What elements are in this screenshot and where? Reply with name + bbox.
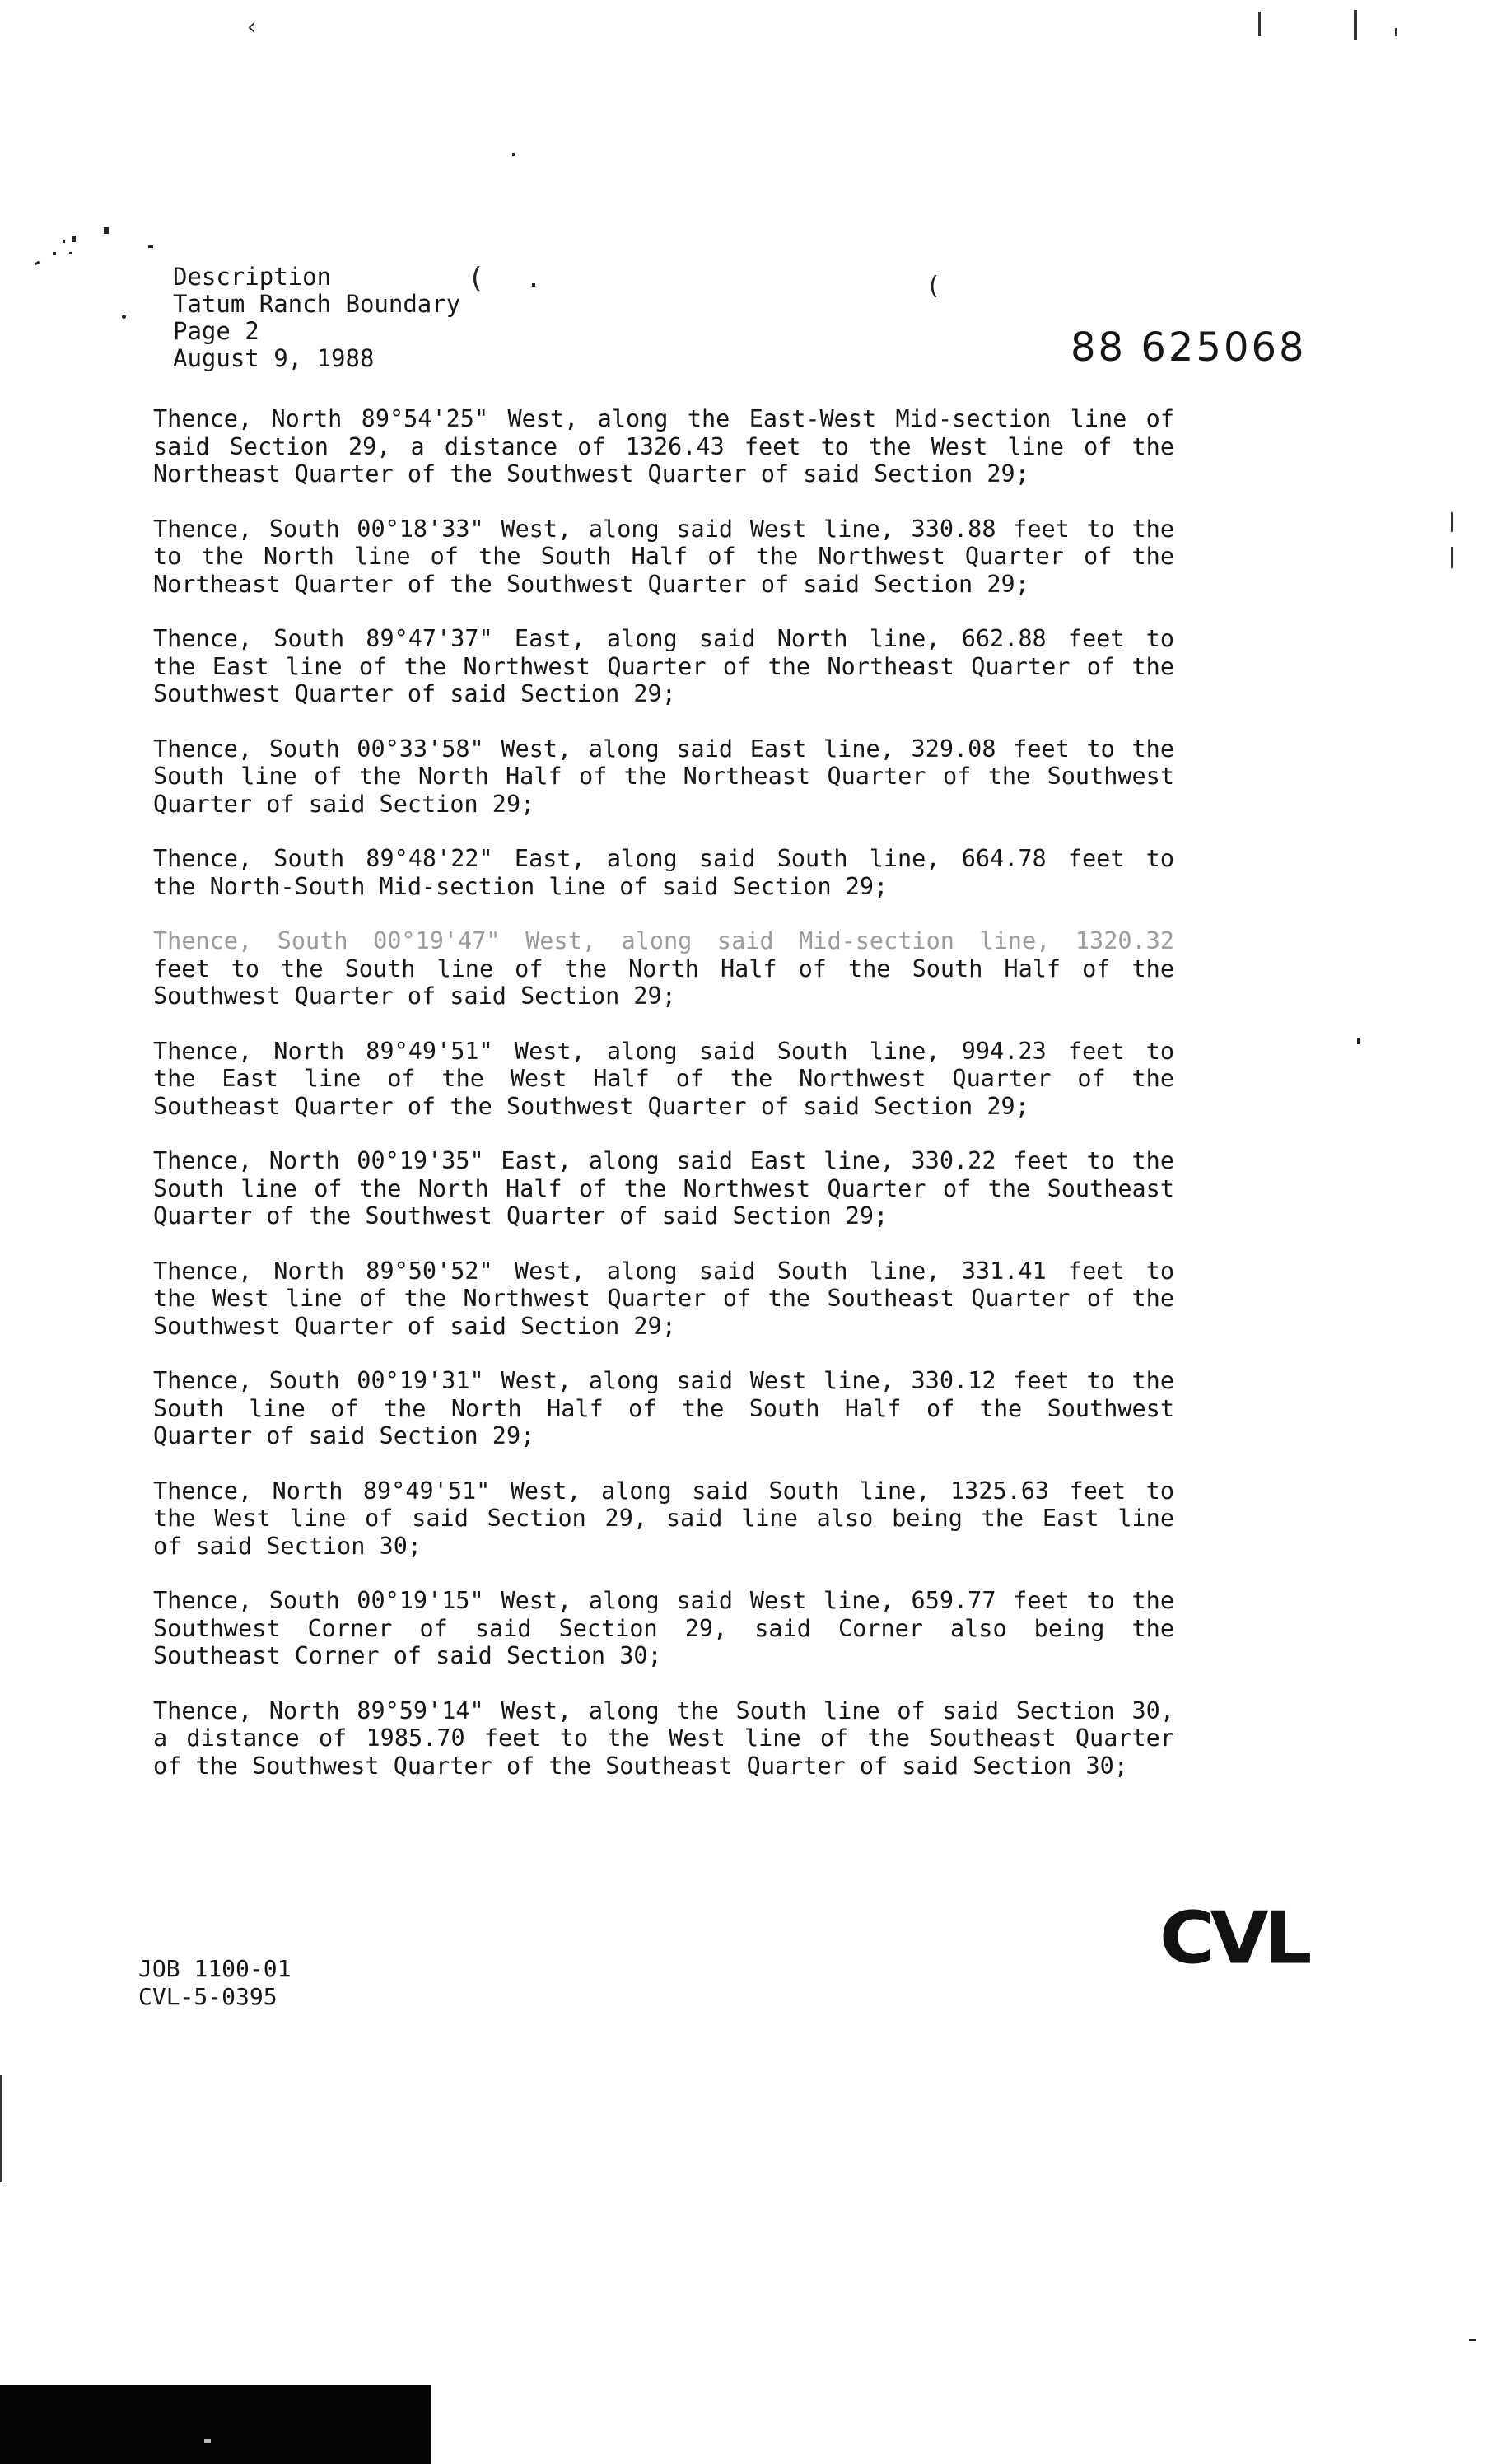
scan-speck: [122, 315, 126, 319]
course-line: Thence, North 00°19'35" East, along said East line, 330.22 feet to the: [153, 1147, 1174, 1174]
course-paragraph: [153, 405, 1174, 488]
course-line: a distance of 1985.70 feet to the West line of the Southeast Quarter: [153, 1724, 1174, 1752]
cvl-logo: CVL: [1159, 1896, 1308, 1981]
course-line: Quarter of the Southwest Quarter of said Section 29;: [153, 1202, 889, 1230]
scan-speck: [148, 245, 153, 248]
header-page-number: Page 2: [173, 317, 259, 345]
course-line: Northeast Quarter of the Southwest Quarter of said Section 29;: [153, 460, 1029, 488]
course-paragraph: [153, 625, 1174, 708]
course-line: Thence, South 00°19'15" West, along said West line, 659.77 feet to the: [153, 1587, 1174, 1614]
course-paragraph: [153, 1367, 1174, 1450]
scan-mark: (: [929, 272, 939, 301]
course-paragraph: [153, 927, 1174, 1010]
course-paragraph: [153, 1258, 1174, 1341]
header-project-name: Tatum Ranch Boundary: [173, 290, 461, 318]
scan-speck: [63, 240, 65, 243]
course-paragraph: [153, 1477, 1174, 1561]
course-paragraph: [153, 735, 1174, 819]
course-paragraph: [153, 845, 1174, 900]
scan-speck: [532, 283, 535, 287]
course-line: Southeast Corner of said Section 30;: [153, 1642, 662, 1669]
scan-speck: [69, 252, 72, 254]
scan-speck: [1469, 2339, 1476, 2341]
course-line: Quarter of said Section 29;: [153, 790, 535, 818]
scan-line: [1354, 10, 1357, 40]
course-line: to the North line of the South Half of the Northwest Quarter of the: [153, 543, 1174, 570]
course-line: Thence, North 89°54'25" West, along the East-West Mid-section line of: [153, 405, 1174, 432]
course-line: the North-South Mid-section line of said Section 29;: [153, 872, 889, 900]
course-line: Southwest Quarter of said Section 29;: [153, 1312, 676, 1340]
course-line: Thence, South 89°47'37" East, along said North line, 662.88 feet to: [153, 625, 1174, 652]
course-line: of said Section 30;: [153, 1532, 422, 1560]
course-paragraph: [153, 1587, 1174, 1670]
course-line: said Section 29, a distance of 1326.43 feet to the West line of the: [153, 432, 1174, 460]
scan-redaction-bar: [0, 2385, 431, 2464]
scan-speck: [53, 252, 56, 255]
legal-description-body: [153, 405, 1174, 1807]
course-line: Thence, South 00°19'47" West, along said Mid-section line, 1320.32: [153, 927, 1174, 954]
course-line: of the Southwest Quarter of the Southeast Quarter of said Section 30;: [153, 1752, 1128, 1780]
cvl-file-number: CVL-5-0395: [138, 1983, 278, 2010]
course-line: the East line of the West Half of the Northwest Quarter of the: [153, 1065, 1174, 1092]
course-line: the West line of the Northwest Quarter of the Southeast Quarter of the: [153, 1285, 1174, 1312]
scan-speck: [1357, 1038, 1360, 1044]
course-paragraph: [153, 1038, 1174, 1121]
course-paragraph: [153, 1147, 1174, 1230]
course-line: Thence, North 89°59'14" West, along the South line of said Section 30,: [153, 1696, 1174, 1724]
course-line: Southwest Quarter of said Section 29;: [153, 680, 676, 707]
job-reference: [138, 1955, 291, 2011]
course-line: Thence, North 89°50'52" West, along said South line, 331.41 feet to: [153, 1257, 1174, 1285]
course-line: feet to the South line of the North Half of the South Half of the: [153, 954, 1174, 982]
course-line: Southeast Quarter of the Southwest Quarter of said Section 29;: [153, 1092, 1029, 1120]
course-line: the East line of the Northwest Quarter of the Northeast Quarter of the: [153, 652, 1174, 680]
course-line: Thence, South 00°19'31" West, along said West line, 330.12 feet to the: [153, 1367, 1174, 1394]
scan-line: [1258, 12, 1261, 36]
course-line: Southwest Quarter of said Section 29;: [153, 982, 676, 1010]
course-line: South line of the North Half of the Northeast Quarter of the Southwest: [153, 763, 1174, 790]
scan-mark: (: [471, 262, 483, 295]
scan-speck: [72, 236, 76, 242]
course-line: the West line of said Section 29, said line also being the East line: [153, 1505, 1174, 1532]
course-line: Northeast Quarter of the Southwest Quarter of said Section 29;: [153, 570, 1029, 598]
scan-speck: [512, 153, 515, 156]
course-line: South line of the North Half of the Northwest Quarter of the Southeast: [153, 1174, 1174, 1202]
recording-number: 88 625068: [1071, 324, 1307, 371]
document-header: [173, 264, 460, 372]
job-number: JOB 1100-01: [138, 1955, 292, 1982]
scan-speck: [104, 227, 109, 234]
course-line: Thence, North 89°49'51" West, along said South line, 994.23 feet to: [153, 1037, 1174, 1065]
course-line: Thence, North 89°49'51" West, along said South line, 1325.63 feet to: [153, 1477, 1174, 1505]
course-line: Thence, South 00°33'58" West, along said East line, 329.08 feet to the: [153, 735, 1174, 763]
course-line: Southwest Corner of said Section 29, said Corner also being the: [153, 1614, 1174, 1642]
scan-speck: [204, 2439, 211, 2443]
header-date: August 9, 1988: [173, 344, 375, 372]
scan-line: [1451, 547, 1453, 568]
scan-line: [1395, 28, 1397, 36]
scan-speck: [35, 261, 40, 266]
course-line: South line of the North Half of the South Half of the Southwest: [153, 1394, 1174, 1422]
scan-mark: ‹: [247, 15, 256, 40]
header-description: Description: [173, 263, 332, 291]
scan-line: [0, 2075, 2, 2182]
course-line: Thence, South 00°18'33" West, along said West line, 330.88 feet to the: [153, 515, 1174, 543]
scan-line: [1451, 512, 1453, 532]
course-paragraph: [153, 516, 1174, 599]
course-paragraph: [153, 1697, 1174, 1780]
course-line: Quarter of said Section 29;: [153, 1422, 535, 1449]
course-line: Thence, South 89°48'22" East, along said South line, 664.78 feet to: [153, 845, 1174, 872]
